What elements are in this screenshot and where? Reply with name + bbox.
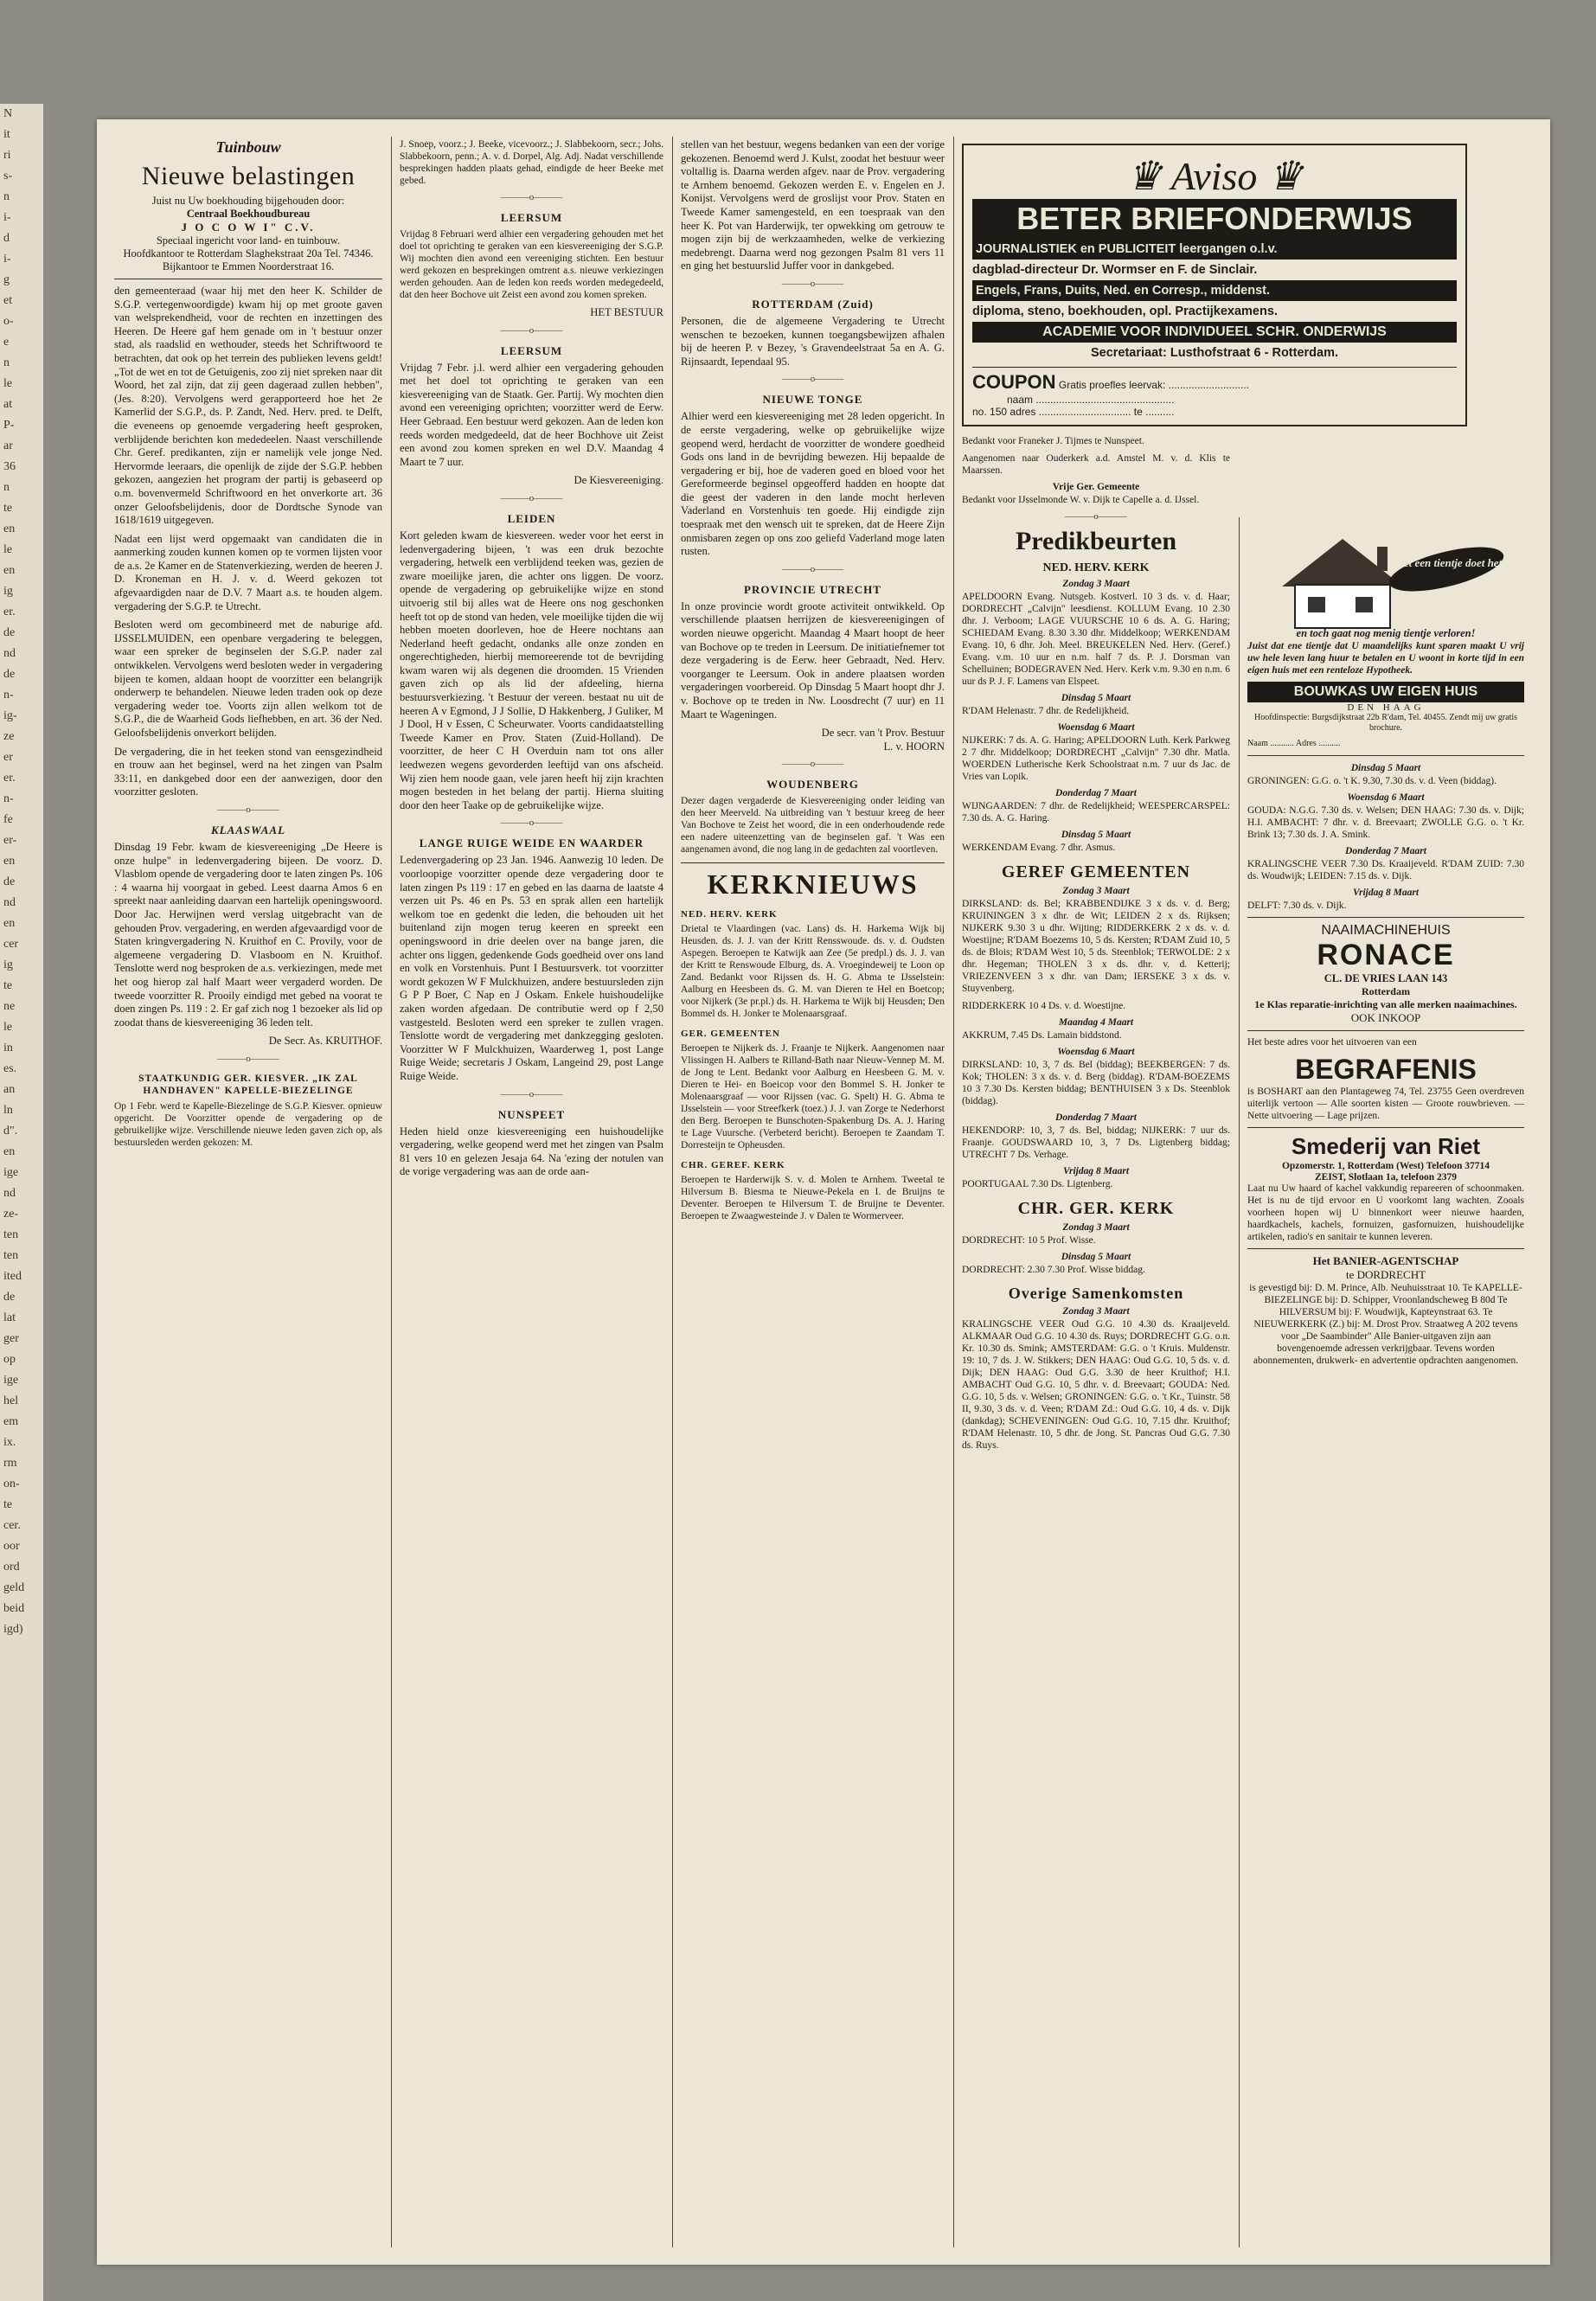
margin-fragment: g bbox=[3, 273, 10, 286]
day-heading: Zondag 3 Maart bbox=[1062, 1222, 1130, 1233]
article-text: Op 1 Febr. werd te Kapelle-Biezelinge de S.G.P. Kiesver. opnieuw opgericht. De Voorzitter opende de vergadering op de gebruikelijke wijze. Verschillende nieuwe leden gaven zich op, als bestuursleden werden gekozen: M. bbox=[114, 1100, 382, 1148]
service-list: KRALINGSCHE VEER 7.30 Ds. Kraaijeveld. R'DAM ZUID: 7.30 ds. Woudwijk; LEIDEN: 7.15 ds. v. Dijk. bbox=[1247, 859, 1524, 881]
service-list: DIRKSLAND: 10, 3, 7 ds. Bel (biddag); BEEKBERGEN: 7 ds. Kok; THOLEN: 3 x ds. v. d. Berg (biddag). R'DAM-BOEZEMS 10 3 7.30 Ds. Kersten biddag; BENTHUISEN 3 x Ds. Steenblok (biddag). bbox=[962, 1060, 1230, 1106]
margin-fragment: nd bbox=[3, 647, 16, 660]
margin-fragment: te bbox=[3, 1498, 13, 1511]
service-list: GOUDA: N.G.G. 7.30 ds. v. Welsen; DEN HAAG: 7.30 ds. v. Dijk; H.I. AMBACHT: 7 dhr. v. d. Breevaart; ZWOLLE G.G. o. 't Kr. Brink 13; 7.30 ds. J. A. Smink. bbox=[1247, 805, 1524, 840]
margin-fragment: ri bbox=[3, 149, 11, 162]
section-heading: ROTTERDAM (Zuid) bbox=[752, 297, 874, 311]
section-heading: KLAASWAAL bbox=[210, 823, 286, 836]
day-heading: Zondag 3 Maart bbox=[1062, 579, 1130, 589]
house-office: Hoofdinspectie: Burgsdijkstraat 22b R'dam, Tel. 40455. Zendt mij uw gratis brochure. bbox=[1253, 713, 1518, 733]
article-text: den gemeenteraad (waar hij met den heer K. Schilder de S.G.P. vertegenwoordigde) kwam hij op met groote gaven van welsprekendheid, voor de rechten en inzettingen des Heeren. De Heere gaf hem genade om in 't bestuur onzer stad, als raadslid en wethouder, steeds het Schriftwoord te betrachten, dat ook op het terrein des publieken levens geldt! „Tot de wet en tot de Getuigenis, zoo zij niet spreken naar dit Woord, het zal zijn, dat zij geen dageraad zullen hebben", (Jes. 8:20). Vervolgens werd gerapporteerd hoe het 2e Kamerlid der S.G.P., ds. P. Zandt, Ned. Herv. pred. te Delft, die eveneens op genoemde vergadering heeft gesproken, verblijdende berichten kon mededeelen. Naast verschillende Chr. Geref. predikanten, zijn er namelijk vele jonge Ned. Hervormde leeraars, die openlijk de zijde der S.G.P. hebben gekozen, aangezien het program der partij is gebaseerd op o.m. bovenvermeld Schriftwoord en het onverkorte art. 36 onzer Geloofsbelijdenis, door de Dordtsche Synode van 1618/1619 uitgegeven. bbox=[114, 285, 382, 527]
service-list: DORDRECHT: 10 5 Prof. Wisse. bbox=[962, 1235, 1096, 1246]
house-slogan: Het een tientje doet het! bbox=[1394, 556, 1507, 569]
aviso-secretariat: Secretariaat: Lusthofstraat 6 - Rotterdam. bbox=[1090, 346, 1339, 360]
margin-fragment: n bbox=[3, 481, 10, 494]
article-text: stellen van het bestuur, wegens bedanken van een der vorige gekozenen. Benoemd werd J. Kulst, zoodat het bestuur weer voltallig is. Daarna werden afgev. naar de Prov. vergadering te Arnhem benoemd. Gekozen werden E. v. Engelen en J. Konijst. Vervolgens werd de groslijst voor Prov. Staten en Tweede Kamer samengesteld, en een toespraak van den heer K. Pot van Harderwijk, ter opwekking om getrouw te mogen zijn bij de werkzaamheden, welke de verkiezing medebrengt. Daarna werd nog gezongen Psalm 81 vers 11 en ging het bestuurslid Juffer voor in dankgebed. bbox=[681, 138, 945, 272]
headline: Nieuwe belastingen bbox=[141, 162, 356, 190]
day-heading: Donderdag 7 Maart bbox=[1055, 788, 1137, 798]
jocowi-ad bbox=[114, 138, 382, 273]
column-2: J. Snoep, voorz.; J. Beeke, vicevoorz.; J. Slabbekoorn, secr.; Johs. Slabbekoorn, penn.; A. v. d. Dorpel, Alg. Adj. Nadat verschillende besprekingen hadden plaats gehad, eindigde de heer Beeke met gebed. ———o——— LEERSUM Vrijdag 8 Februari werd alhier een vergadering gehouden met het doel tot oprichting te geraken van een kiesvereeniging der S.G.P. Wij mochten dien avond een vereeniging stichten. Een bestuur werd gekozen en besprekingen omtrent a.s. nieuwe verkiezingen werden gehouden. Aan de leden kon reeds worden medegedeeld, dat den heer Bochove uit Zeist een avond zou komen spreken. HET BESTUUR ———o——— LEERSUM Vrijdag 7 Febr. j.l. werd alhier een vergadering gehouden met het doel tot oprichting te geraken van een kiesvereeniging van de Staatk. Ger. Partij. Wy mochten dien avond een vereeniging oprichten; voorzitter werd de Eerw. Heer Gebraad. Een bestuur werd gekozen. Aan de leden kon reeds worden medgedeeld, dat de heer Bochhove uit Zeist een avond zou komen spreken en wel D.V. Maandag 4 Maart te 7 uur. De Kiesvereeniging. ———o——— LEIDEN Kort geleden kwam de kiesvereen. weder voor het eerst in ledenvergadering bijeen, 't was een druk bezochte vergadering, hetwelk een verblijdend teeken was, gezien de zware moeilijke jaren, die achter ons liggen. De voorz. opende de vergadering op gebruikelijke wijze en stond uitvoerig stil bij alles wat de Heere ons nog geschonken heeft tot op de stond van heden, vele moeilijke tijden die wij hebben moeten doorleven, hoe de Heere nochtans aan Nederland heeft gedacht, ondanks alle onze zonden en ongerechtigheden, hierbij memoreerende tot de bevrijding kwam waren wij als degenen die droomden. 15 Vrienden gaven zich op als lid der afdeeling, hierna bestuursverkiezing. 't Bestuur der vereen. bestaat nu uit de heeren A v Egmond, J J Sollie, D Hakkenberg, J Guliker, M J Dool, H v Essen, C Scheurwater. Voorts candidaatstelling Tweede Kamer en Prov. Staten (Zuid-Holland). De voorzitter, de heer C H Overduin nam tot ons aller leedwezen wegens gevorderden leeftijd van ons afscheid. Wij zien hem noode gaan, vele jaren heeft hij zijn krachten mogen besteden in het belang der partij. Hierna sluiting door den heer Taake op de gebruikelijke wijze. ———o——— LANGE RUIGE WEIDE EN WAARDER Ledenvergadering op 23 Jan. 1946. Aanwezig 10 leden. De voorloopige voorzitter opende deze vergadering door te laten zingen Ps 119 : 17 en gebed en las daarna de laatste 4 verzen uit Ps. 46 en Ps. 53 en sprak allen een hartelijk welkom toe en gedenkt die leden, die behouden uit het buitenland zijn mogen terug keeren en spreekt een openingswoord in drie deelen over na bange jaren, die achter ons liggen, gedenkende Gods goedheid over ons land en volk en Vorstenhuis. Punt I Bestuursverk. tot voorzitter wordt gekozen W F Mulckhuizen, andere bestuursleden zijn G P P Boer, C Nap en J Oskam. Enkele huishoudelijke zaken worden afgedaan. De contributie werd op f 2,50 vastgesteld. Besloten werd een spreker te zullen vragen. Tenslotte wordt de vergadering met dankzegging gesloten. Voorzitter W F Mulckhuizen, Waarderweg 1, post Lange Ruige Weide; secretaris J Oskam, Langeind 29, post Lange Ruige Weide. ———o——— NUNSPEET Heden hield onze kiesvereeniging een huishoudelijke vergadering, welke geopend werd met het zingen van Psalm 81 vers 10 en gelezen Jesaja 64. Na 'ezing der notulen van de vorige vergadering was aan de orde aan- bbox=[400, 139, 663, 1178]
margin-fragment: an bbox=[3, 1083, 16, 1096]
margin-fragment: hel bbox=[3, 1394, 19, 1407]
margin-fragment: ger bbox=[3, 1332, 19, 1345]
margin-fragment: de bbox=[3, 626, 16, 639]
margin-fragment: te bbox=[3, 979, 13, 992]
margin-fragment: s- bbox=[3, 170, 13, 183]
article-text: De vergadering, die in het teeken stond van eensgezindheid en trouw aan het beginsel, werd na het zingen van Psalm 33:11, en dankgebed door een der aanwezigen, door den voorzitter gesloten. bbox=[114, 745, 382, 798]
signature: De Kiesvereeniging. bbox=[574, 474, 663, 487]
margin-fragment: cer. bbox=[3, 1519, 21, 1532]
article-text: Personen, die de algemeene Vergadering te Utrecht wenschen te bezoeken, kunnen toegangsbewijzen afhalen bij de heeren P. v Bezey, 's Gravendeelstraat 5a en A. G. Rijnsaardt, Iependaal 95. bbox=[681, 314, 945, 368]
margin-fragment: ten bbox=[3, 1249, 19, 1262]
margin-fragment: ze- bbox=[3, 1208, 19, 1221]
house-slogan-2: en toch gaat nog menig tientje verloren! bbox=[1296, 627, 1476, 639]
banier-text: is gevestigd bij: D. M. Prince, Alb. Neuhuisstraat 10. Te KAPELLE-BIEZELINGE bij: D. Schipper, Vroonlandscheweg B 80d Te HILVERSUM bij: F. Woudwijk, Kapteynstraat 63. Te NIEUWERKERK (Z.) bij: M. Drost Prov. Straatweg A 202 tevens voor „De Saambinder" Alle Banier-uitgaven zijn aan bovengenoemde adressen verkrijgbaar. Tevens worden abonnementen, drukwerk- en advertentie opdrachten aangenomen. bbox=[1249, 1283, 1522, 1366]
aviso-line: JOURNALISTIEK en PUBLICITEIT leergangen o.l.v. bbox=[972, 239, 1457, 260]
begr-title: BEGRAFENIS bbox=[1295, 1054, 1477, 1085]
aviso-ad bbox=[962, 144, 1467, 426]
kerknieuws-title: KERKNIEUWS bbox=[707, 868, 919, 901]
margin-fragment: ord bbox=[3, 1561, 20, 1574]
margin-fragment: N bbox=[3, 107, 13, 120]
margin-fragment: nd bbox=[3, 896, 16, 909]
signature: HET BESTUUR bbox=[590, 306, 663, 318]
begr-pre: Het beste adres voor het uitvoeren van een bbox=[1247, 1037, 1417, 1048]
margin-fragment: n- bbox=[3, 792, 14, 805]
service-list: RIDDERKERK 10 4 Ds. v. d. Woestijne. bbox=[962, 1001, 1126, 1011]
article-text: Heden hield onze kiesvereeniging een huishoudelijke vergadering, welke geopend werd met het zingen van Psalm 81 vers 10 en gelezen Jesaja 64. Na 'ezing der notulen van de vorige vergadering was aan de orde aan- bbox=[400, 1125, 663, 1178]
service-list: R'DAM Helenastr. 7 dhr. de Redelijkheid. bbox=[962, 706, 1130, 716]
margin-fragment: ig bbox=[3, 585, 13, 598]
smederij-ad bbox=[1247, 1133, 1524, 1243]
begrafenis-ad bbox=[1247, 1036, 1524, 1122]
column-4: ♛ Aviso ♛ BETER BRIEFONDERWIJS JOURNALISTIEK en PUBLICITEIT leergangen o.l.v. dagblad-directeur Dr. Wormser en F. de Sinclair. Engels, Frans, Duits, Ned. en Corresp., middenst. diploma, steno, boekhouden, opl. Practijkexamens. ACADEMIE VOOR INDIVIDUEEL SCHR. ONDERWIJS Secretariaat: Lusthofstraat 6 - Rotterdam. COUPON Gratis proefles leervak: ............................ naam ................................................ no. 150 adres ................................ te .......... Bedankt voor Franeker J. Tijmes te Nunspeet. Aangenomen naar Ouderkerk a.d. Amstel M. v. d. Klis te Maarssen. Vrije Ger. Gemeente Bedankt voor IJsselmonde W. v. Dijk te Capelle a. d. IJssel. ———o——— Predikbeurten NED. HERV. KERK Zondag 3 Maart APELDOORN Evang. Nutsgeb. Kostverl. 10 3 ds. v. d. Haar; DORDRECHT „Calvijn" leesdienst. KOLLUM Evang. 10 2.30 dhr. J. Verboom; LAGE VUURSCHE 10 6 ds. A. G. Haring; SCHIEDAM Evang. 8.30 3.30 dhr. Middelkoop; WERKENDAM Evang. 10, 6 dhr. Joh. Meel. BREUKELEN Ned. Herv. (Geref.) Evang. v.m. 10 uur en n.m. half 7 ds. P. J. Dorsman van Schelluinen; BODEGRAVEN Ned. Herv. Kerk v.m. 9.30 en n.m. 6 uur ds P. J. F. Lamens van Elspeet. Dinsdag 5 Maart R'DAM Helenastr. 7 dhr. de Redelijkheid. Woensdag 6 Maart NIJKERK: 7 ds. A. G. Haring; APELDOORN Luth. Kerk Parkweg 2 7 dhr. Middelkoop; DORDRECHT „Calvijn" 7.30 dhr. Matla. WOERDEN Lutherische Kerk Schoolstraat n.m. 7 uur ds Jac. de Vries van Lopik. Donderdag 7 Maart WIJNGAARDEN: 7 dhr. de Redelijkheid; WEESPERCARSPEL: 7.30 ds. A. G. Haring. Dinsdag 5 Maart WERKENDAM Evang. 7 dhr. Asmus. GEREF GEMEENTEN Zondag 3 Maart DIRKSLAND: ds. Bel; KRABBENDIJKE 3 x ds. v. d. Berg; KRUININGEN 3 x dhr. de Wit; LEIDEN 2 x ds. Rijksen; NIJKERK 9.30 3 u dhr. Wijting; RIDDERKERK 2 x ds. v. d. Woestijne; R'DAM Boezems 10, 5 ds. Kersten; R'DAM Zuid 10, 5 ds. de Blois; R'DAM West 10, 5 ds. Steenblok; TERWOLDE: 2 x dhr. Hegeman; THOLEN 3 x ds. dhr. v. d. Ketterij; VRIEZENVEEN 3 x dhr. van Dam; IERSEKE 3 x ds. v. Stuyvenberg. RIDDERKERK 10 4 Ds. v. d. Woestijne. Maandag 4 Maart AKKRUM, 7.45 Ds. Lamain biddstond. Woensdag 6 Maart DIRKSLAND: 10, 3, 7 ds. Bel (biddag); BEEKBERGEN: 7 ds. Kok; THOLEN: 3 x ds. v. d. Berg (biddag). R'DAM-BOEZEMS 10 3 7.30 Ds. Kersten biddag; BENTHUISEN 3 x Ds. Steenblok (biddag). Donderdag 7 Maart HEKENDORP: 10, 3, 7 ds. Bel, biddag; NIJKERK: 7 uur ds. Fraanje. GOUDSWAARD 10, 3, 7 Ds. Ligtenberg biddag; UTRECHT 7 Ds. Verhage. Vrijdag 8 Maart POORTUGAAL 7.30 Ds. Ligtenberg. CHR. GER. KERK Zondag 3 Maart DORDRECHT: 10 5 Prof. Wisse. Dinsdag 5 Maart DORDRECHT: 2.30 7.30 Prof. Wisse biddag. Overige Samenkomsten Zondag 3 Maart KRALINGSCHE VEER Oud G.G. 10 4.30 ds. Kraaijeveld. ALKMAAR Oud G.G. 10 4.30 ds. Ruys; DORDRECHT G.G. o.n. Kr. 10.30 ds. Smink; AMSTERDAM: G.G. o 't Kruis. Muldenstr. 19: 10, 7 ds. J. W. Stikkers; DEN HAAG: Oud G.G. 10, 5 ds. v. d. Dijk; DEN HAAG: Oud G.G. 3.30 de heer Kruithof; H.I. AMBACHT Oud G.G. 10, 5 dhr. v. d. Breevaart; GOUDA: Ned. G.G. 10, 5 ds. v. Welsen; GRONINGEN: G.G. o. 't Kr., Tuinstr. 58 II, 9.30, 3 ds. v. d. Veen; R'DAM Zd.: Oud G.G. 10, 4 ds. v. Dijk (dankdag); SCHEVENINGEN: Oud G.G. 10, 7.15 dhr. Kruithof; R'DAM Helenastr. 10, 5 dhr. de Jong. St. Pancras Oud G.G. 7.30 ds. Ruys. bbox=[962, 138, 1230, 2249]
predikbeurten-title: Predikbeurten bbox=[1015, 527, 1177, 555]
subheading: Vrije Ger. Gemeente bbox=[1052, 482, 1140, 492]
section-heading: LEERSUM bbox=[500, 211, 563, 224]
service-list: DORDRECHT: 2.30 7.30 Prof. Wisse biddag. bbox=[962, 1265, 1145, 1275]
margin-fragment: d". bbox=[3, 1125, 18, 1138]
margin-fragment: em bbox=[3, 1415, 19, 1428]
aviso-headline: BETER BRIEFONDERWIJS bbox=[972, 199, 1457, 239]
section-heading: PROVINCIE UTRECHT bbox=[744, 582, 881, 596]
margin-fragment: on- bbox=[3, 1477, 20, 1490]
coupon-naam: naam bbox=[1007, 394, 1034, 406]
service-list: KRALINGSCHE VEER Oud G.G. 10 4.30 ds. Kraaijeveld. ALKMAAR Oud G.G. 10 4.30 ds. Ruys; DORDRECHT G.G. o.n. Kr. 10.30 ds. Smink; AMSTERDAM: G.G. o 't Kruis. Muldenstr. 19: 10, 7 ds. J. W. Stikkers; DEN HAAG: Oud G.G. 10, 5 ds. v. d. Dijk; DEN HAAG: Oud G.G. 3.30 de heer Kruithof; H.I. AMBACHT Oud G.G. 10, 5 dhr. v. d. Breevaart; GOUDA: Ned. G.G. 10, 5 ds. v. Welsen; GRONINGEN: G.G. o. 't Kr., Tuinstr. 58 II, 9.30, 3 ds. v. d. Veen; R'DAM Zd.: Oud G.G. 10, 4 ds. v. Dijk (dankdag); SCHEVENINGEN: Oud G.G. 10, 7.15 dhr. Kruithof; R'DAM Helenastr. 10, 5 dhr. de Jong. St. Pancras Oud G.G. 7.30 ds. Ruys. bbox=[962, 1319, 1230, 1451]
ronace-name: RONACE bbox=[1317, 939, 1455, 971]
house-icon bbox=[1247, 526, 1507, 630]
service-list: DIRKSLAND: ds. Bel; KRABBENDIJKE 3 x ds. v. d. Berg; KRUININGEN 3 x dhr. de Wit; LEIDEN 2 x ds. Rijksen; NIJKERK 9.30 3 u dhr. Wijting; RIDDERKERK 2 x ds. v. d. Woestijne; R'DAM Boezems 10, 5 ds. Kersten; R'DAM Zuid 10, 5 ds. de Blois; R'DAM West 10, 5 ds. Steenblok; TERWOLDE: 2 x dhr. Hegeman; THOLEN 3 x ds. dhr. v. d. Ketterij; VRIEZENVEEN 3 x dhr. van Dam; IERSEKE 3 x ds. v. Stuyvenberg. bbox=[962, 899, 1230, 994]
margin-fragment: e bbox=[3, 336, 10, 349]
head-office: Hoofdkantoor te Rotterdam Slaghekstraat 20a Tel. 74346. bbox=[123, 247, 374, 260]
coupon: COUPON Gratis proefles leervak: ............................ naam ................................................ no. 150 adres ................................ te .......... bbox=[972, 367, 1457, 418]
column-5 bbox=[1247, 526, 1524, 2247]
coupon-label: COUPON bbox=[972, 371, 1056, 393]
margin-fragment: le bbox=[3, 543, 13, 556]
ronace-ad bbox=[1247, 923, 1524, 1025]
intro: Juist nu Uw boekhouding bijgehouden door: bbox=[151, 195, 345, 207]
margin-fragment: ige bbox=[3, 1374, 19, 1387]
margin-fragment: igd) bbox=[3, 1623, 23, 1636]
article-text: Beroepen te Harderwijk S. v. d. Molen te Arnhem. Tweetal te Hilversum B. Biesma te Nieuwe-Pekela en I. de Bruijns te Deventer. Beroepen te Hilversum T. de Bruijne te Deventer. Beroepen te Zwaagwesteinde J. v Dalen te Wormerveer. bbox=[681, 1175, 945, 1222]
margin-fragment: ix. bbox=[3, 1436, 16, 1449]
margin-fragment: ze bbox=[3, 730, 15, 743]
church-heading: GEREF GEMEENTEN bbox=[1001, 862, 1191, 881]
margin-fragment: en bbox=[3, 522, 16, 535]
banier-ad bbox=[1247, 1254, 1524, 1367]
subheading: CHR. GEREF. KERK bbox=[681, 1160, 785, 1171]
day-heading: Dinsdag 5 Maart bbox=[1350, 763, 1421, 773]
margin-fragment: n bbox=[3, 190, 10, 203]
signature: De Secr. As. KRUITHOF. bbox=[268, 1035, 382, 1048]
day-heading: Zondag 3 Maart bbox=[1062, 1306, 1130, 1317]
article-text: Bedankt voor IJsselmonde W. v. Dijk te Capelle a. d. IJssel. bbox=[962, 495, 1200, 505]
margin-fragment: fe bbox=[3, 813, 13, 826]
column-1: Tuinbouw Nieuwe belastingen Juist nu Uw boekhouding bijgehouden door: Centraal Boekhoudbureau J O C O W I" C.V. Speciaal ingericht voor land- en tuinbouw. Hoofdkantoor te Rotterdam Slaghekstraat 20a Tel. 74346. Bijkantoor te Emmen Noorderstraat 16. den gemeenteraad (waar hij met den heer K. Schilder de S.G.P. vertegenwoordigde) kwam hij op met groote gaven van welsprekendheid, voor de rechten en inzettingen des Heeren. De Heere gaf hem genade om in 't bestuur onzer stad, als raadslid en wethouder, steeds het Schriftwoord te betrachten, dat ook op het terrein des publieken levens geldt! „Tot de wet en tot de Getuigenis, zoo zij niet spreken naar dit Woord, het zal zijn, dat zij geen dageraad zullen hebben", (Jes. 8:20). Vervolgens werd gerapporteerd hoe het 2e Kamerlid der S.G.P., ds. P. Zandt, Ned. Herv. pred. te Delft, die eveneens op genoemde vergadering heeft gesproken, verblijdende berichten kon mededeelen. Naast verschillende Chr. Geref. predikanten, zijn er namelijk vele jonge Ned. Hervormde leeraars, die openlijk de zijde der S.G.P. hebben gekozen, aangezien het program der partij is gebaseerd op o.m. bovenvermeld Schriftwoord en het onverkorte art. 36 onzer Geloofsbelijdenis, door de Dordtsche Synode van 1618/1619 uitgegeven. Nadat een lijst werd opgemaakt van candidaten die in aanmerking zouden kunnen komen op te vormen lijsten voor de a.s. 2e Kamer en de Statenverkiezing, werden de heeren J. D. Kroneman en H. J. v. d. Weerd gekozen tot afgevaardigden naar de D.V. 7 Maart a.s. te houden algem. vergadering der S.G.P. te Utrecht. Besloten werd om gecombineerd met de naburige afd. IJSSELMUIDEN, een openbare vergadering te beleggen, waar een spreker de beginselen der S.G.P. nader zal ontwikkelen. Vervolgens werd besloten weder in vergadering bijeen te komen, aldaan hoopt de voorzitter een belangrijk onderwerp te behandelen. Nieuwe leden traden ook op deze vergadering weder toe. Voorts zijn allen welkom tot de S.G.P., die de Waarheid Gods liefhebben, en art. 36 der Ned. Geloofsbelijdenis onverkort belijden. De vergadering, die in het teeken stond van eensgezindheid en trouw aan het beginsel, werd na het zingen van Psalm 33:11, en dankgebed door een der aanwezigen, door den voorzitter gesloten. ———o——— KLAASWAAL Dinsdag 19 Febr. kwam de kiesvereeniging „De Heere is onze hulpe" in ledenvergadering bijeen. De voorz. D. Vlasblom opende de vergadering door te laten zingen Ps. 106 : 4 waarna hij voorgaat in gebed. Leest daarna Amos 6 en spreekt naar aanleiding daarvan een hartelijk openingswoord. Door Jac. Herwijnen werd verslag uitgebracht van de gehouden Prov. vergadering, en werden afgevaardigd voor de Staten kringvergadering N. Kruithof en C. Provily, voor de algemeene vergadering D. Vlasboom en N. Kruithof. Tenslotte werd nog besproken de a.s. verkiezingen, mede met het oog hierop zal half Maart weer vergaderd worden. De tweede voorzitter R. Prooily eindigd met gebed na voorat te doen zingen Ps. 119 : 2. Er gaf zich nog 1 bezoeker als lid op zoodat thans de kiesvereeniging 36 leden telt. De Secr. As. KRUITHOF. ———o——— STAATKUNDIG GER. KIESVER. „IK ZAL HANDHAVEN" KAPELLE-BIEZELINGE Op 1 Febr. werd te Kapelle-Biezelinge de S.G.P. Kiesver. opnieuw opgericht. De Voorzitter opende de vergadering op de gebruikelijke wijze. Verschillende nieuwe leden gaven zich op, als bestuursleden werden gekozen: M. bbox=[114, 138, 383, 1148]
day-heading: Woensdag 6 Maart bbox=[1347, 792, 1425, 803]
margin-fragment: oor bbox=[3, 1540, 20, 1553]
signature: L. v. HOORN bbox=[883, 740, 945, 753]
article-text: Kort geleden kwam de kiesvereen. weder voor het eerst in ledenvergadering bijeen, 't was een druk bezochte vergadering, hetwelk een verblijdend teeken was, gezien de zware moeilijke jaren, die achter ons liggen. De voorz. opende de vergadering op gebruikelijke wijze en stond uitvoerig stil bij alles wat de Heere ons nog geschonken heeft tot op de stond van heden, vele moeilijke tijden die wij hebben moeten doorleven, hoe de Heere nochtans aan Nederland heeft gedacht, ondanks alle onze zonden en ongerechtigheden, hierbij memoreerende tot de bevrijding kwam waren wij als degenen die droomden. 15 Vrienden gaven zich op als lid der afdeeling, hierna bestuursverkiezing. 't Bestuur der vereen. bestaat nu uit de heeren A v Egmond, J J Sollie, D Hakkenberg, J Guliker, M J Dool, H v Essen, C Scheurwater. Voorts candidaatstelling Tweede Kamer en Prov. Staten (Zuid-Holland). De voorzitter, de heer C H Overduin nam tot ons aller leedwezen wegens gevorderden leeftijd van ons afscheid. Wij zien hem noode gaan, vele jaren heeft hij zijn krachten mogen besteden in het belang der partij. Hierna sluiting door den heer Taake op de gebruikelijke wijze. bbox=[400, 529, 663, 811]
column-3: stellen van het bestuur, wegens bedanken van een der vorige gekozenen. Benoemd werd J. Kulst, zoodat het bestuur weer voltallig is. Daarna werden afgev. naar de Prov. vergadering te Arnhem benoemd. Gekozen werden E. v. Engelen en J. Konijst. Vervolgens werd de groslijst voor Prov. Staten en Tweede Kamer samengesteld, en een toespraak van den heer K. Pot van Harderwijk, ter opwekking om getrouw te mogen zijn bij de werkzaamheden, welke de verkiezing medebrengt. Daarna werd nog gezongen Psalm 81 vers 11 en ging het bestuurslid Juffer voor in dankgebed. ———o——— ROTTERDAM (Zuid) Personen, die de algemeene Vergadering te Utrecht wenschen te bezoeken, kunnen toegangsbewijzen afhalen bij de heeren P. v Bezey, 's Gravendeelstraat 5a en A. G. Rijnsaardt, Iependaal 95. ———o——— NIEUWE TONGE Alhier werd een kiesvereeniging met 28 leden opgericht. In de eerste vergadering, welke op gebruikelijke wijze geopend werd, herdacht de voorzitter de wondere goedheid Gods ons land in de bevrijding bewezen. Hij bepaalde de vergadering er bij, hoe de vaderen goed en bloed voor het Gereformeerde beginsel opgeofferd hadden en hoopte dat die geest der vaderen in den lande mocht herleven Vaderland en Vorstenhuis ten goede. Hij eindigde zijn toespraak met den wensch uit te spreken, dat de Heere Zijn onmisbaren zegen op ons zoo geliefd Vaderland moge laten rusten. ———o——— PROVINCIE UTRECHT In onze provincie wordt groote activiteit ontwikkeld. Op verschillende plaatsen herrijzen de kiesvereenigingen of worden nieuwe opgericht. Maandag 4 Maart hoopt de heer van Bochove op te treden in Leersum. De initiatiefnemer tot deze vergadering is de Eerw. heer Gebraadt, Ned. Herv. voorganger te Leersum. Ook in andere plaatsen worden vergaderingen voorbereid. Op Dinsdag 5 Maart hoopt dhr J. v. Bochove op te treden in Nw. Loosdrecht (7 uur) en 11 Maart te Wageningen. De secr. van 't Prov. Bestuur L. v. HOORN ———o——— WOUDENBERG Dezer dagen vergaderde de Kiesvereeniging onder leiding van den heer Meerveld. Na uitbreiding van 't bestuur kreeg de heer Van Bochove te Zeist het woord, die in een onderhoudende rede een nadere uiteenzetting van de beginselen gaf. 't Was een aangenamen avond, die nog lang in de gedachten zal voortleven. KERKNIEUWS NED. HERV. KERK Drietal te Vlaardingen (vac. Lans) ds. H. Harkema Wijk bij Heusden. ds. J. J. van der Kritt Rensswoude. ds. v. d. Oudsten Aspegen. Beroepen te Katwijk aan Zee (5e predpl.) ds. J. J. van der Kritt te Renswoude Elburg, ds. A. Vroegindeweij te Loon op Zand. Bedankt voor Rijssen ds. H. G. Abma te IJsselstein: Aalburg en Heesbeen ds. G. M. van Dieren te Hel en Boetcop; voor Nijkerk (3e pr.pl.) ds. H. Harkema te Wijk bij Heusden; Den Bommel ds. H. Jonker te Molenaarsgraaf. GER. GEMEENTEN Beroepen te Nijkerk ds. J. Fraanje te Nijkerk. Aangenomen naar Vlissingen H. Aalbers te Rilland-Bath naar Nieuw-Vennep M. M. de Jong te Lent. Bedankt voor Aalburg en Heesbeen G. M. v. Dieren te Hei- en Boeicop voor den Bommel S. H. Jonker te Molenaarsgraaf — voor Rijssen (vac. G. Spelt) H. G. Abma te IJsselstein — voor Streefkerk (toez.) J. J. van Zorge te Nederhorst den Berg. Beroepen te Bunschoten-Spakenburg Ds. A. J. Haring te Lage Vuursche. (Verbeterd bericht). Beroepen te Zaandam T. Dorresteijn te Opheusden. CHR. GEREF. KERK Beroepen te Harderwijk S. v. d. Molen te Arnhem. Tweetal te Hilversum B. Biesma te Nieuwe-Pekela en I. de Bruijns te Deventer. Beroepen te Hilversum T. de Bruijne te Deventer. Beroepen te Zwaagwesteinde J. v Dalen te Wormerveer. bbox=[681, 138, 945, 1222]
service-list: WERKENDAM Evang. 7 dhr. Asmus. bbox=[962, 843, 1116, 853]
adjacent-page-margin bbox=[0, 104, 43, 2301]
margin-fragment: at bbox=[3, 398, 13, 411]
margin-fragment: le bbox=[3, 377, 13, 390]
margin-fragment: in bbox=[3, 1042, 13, 1054]
church-heading: NED. HERV. KERK bbox=[1042, 561, 1150, 574]
margin-fragment: ige bbox=[3, 1166, 19, 1179]
aviso-line: dagblad-directeur Dr. Wormser en F. de Sinclair. bbox=[972, 263, 1258, 277]
section-heading: LEERSUM bbox=[500, 343, 563, 357]
house-text: Juist dat ene tientje dat U maandelijks kunt sparen maakt U vrij uw hele leven lang huur te betalen en U woont in korte tijd in een eigen huis met een renteloze Hypotheek. bbox=[1247, 641, 1524, 676]
article-text: Vrijdag 7 Febr. j.l. werd alhier een vergadering gehouden met het doel tot oprichting te geraken van een kiesvereeniging van de Staatk. Ger. Partij. Wy mochten dien avond een vereeniging oprichten; voorzitter werd de Eerw. Heer Gebraad. Een bestuur werd gekozen. Aan de leden kon reeds worden medgedeeld, dat de heer Bochhove uit Zeist een avond zou komen spreken en wel D.V. Maandag 4 Maart te 7 uur. bbox=[400, 361, 663, 468]
service-list: AKKRUM, 7.45 Ds. Lamain biddstond. bbox=[962, 1030, 1122, 1041]
margin-fragment: er. bbox=[3, 606, 16, 619]
house-brand: BOUWKAS UW EIGEN HUIS bbox=[1247, 682, 1524, 702]
article-text: Vrijdag 8 Februari werd alhier een vergadering gehouden met het doel tot oprichting te geraken van een kiesvereeniging der S.G.P. Wij mochten dien avond een vereeniging stichten. Een bestuur werd gekozen en besprekingen omtrent a.s. nieuwe verkiezingen werden gehouden. Aan de leden kon reeds worden medegedeeld, dat den heer Bochove uit Zeist een avond zou komen spreken. bbox=[400, 229, 663, 300]
margin-fragment: geld bbox=[3, 1581, 25, 1594]
day-heading: Dinsdag 5 Maart bbox=[1061, 693, 1131, 703]
article-text: Nadat een lijst werd opgemaakt van candidaten die in aanmerking zouden kunnen komen op te vormen lijsten voor de a.s. 2e Kamer en de Statenverkiezing, werden de heeren J. D. Kroneman en H. J. v. d. Weerd gekozen tot afgevaardigden naar de D.V. 7 Maart a.s. te houden algem. vergadering der S.G.P. te Utrecht. bbox=[114, 532, 382, 612]
service-list: GRONINGEN: G.G. o. 't K. 9.30, 7.30 ds. v. d. Veen (biddag). bbox=[1247, 776, 1497, 786]
subheading: GER. GEMEENTEN bbox=[681, 1029, 780, 1040]
smid-zeist: ZEIST, Slotlaan 1a, telefoon 2379 bbox=[1315, 1172, 1457, 1183]
margin-fragment: it bbox=[3, 128, 10, 141]
margin-fragment: te bbox=[3, 502, 13, 515]
section-label: Tuinbouw bbox=[215, 138, 281, 156]
day-heading: Donderdag 7 Maart bbox=[1055, 1112, 1137, 1123]
margin-fragment: es. bbox=[3, 1062, 17, 1075]
margin-fragment: beid bbox=[3, 1602, 25, 1615]
margin-fragment: de bbox=[3, 1291, 16, 1304]
section-heading: NIEUWE TONGE bbox=[762, 393, 863, 407]
service-list: POORTUGAAL 7.30 Ds. Ligtenberg. bbox=[962, 1179, 1113, 1189]
article-text: Besloten werd om gecombineerd met de naburige afd. IJSSELMUIDEN, een openbare vergadering te beleggen, waar een spreker de beginselen der S.G.P. nader zal ontwikkelen. Vervolgens werd besloten weder in vergadering bijeen te komen, aldaan hoopt de voorzitter een belangrijk onderwerp te behandelen. Nieuwe leden traden ook op deze vergadering weder toe. Voorts zijn allen welkom tot de S.G.P., die de Waarheid Gods liefhebben, en art. 36 der Ned. Geloofsbelijdenis onverkort belijden. bbox=[114, 619, 382, 739]
smid-text: Laat nu Uw haard of kachel vakkundig repareeren of schoonmaken. Het is nu de tijd ervoor en U voorkomt lang wachten. Zooals voorheen hopen wij U binnenkort weer nieuwe haarden, haardkachels, kachels, fornuizen, gasfornuizen, huishoudelijke artikelen, radio's en sanitair te kunnen leveren. bbox=[1247, 1183, 1524, 1242]
branch-office: Bijkantoor te Emmen Noorderstraat 16. bbox=[162, 260, 335, 272]
margin-fragment: en bbox=[3, 564, 16, 577]
section-heading: STAATKUNDIG GER. KIESVER. „IK ZAL HANDHAVEN" KAPELLE-BIEZELINGE bbox=[138, 1073, 358, 1096]
day-heading: Maandag 4 Maart bbox=[1058, 1017, 1134, 1028]
margin-fragment: cer bbox=[3, 938, 19, 951]
coupon-te: te bbox=[1133, 406, 1143, 418]
service-list: WIJNGAARDEN: 7 dhr. de Redelijkheid; WEESPERCARSPEL: 7.30 ds. A. G. Haring. bbox=[962, 801, 1230, 824]
margin-fragment: rm bbox=[3, 1457, 17, 1470]
ronace-city: Rotterdam bbox=[1362, 985, 1410, 997]
margin-fragment: ig- bbox=[3, 709, 17, 722]
aviso-line: diploma, steno, boekhouden, opl. Practijkexamens. bbox=[972, 304, 1278, 318]
margin-fragment: i- bbox=[3, 211, 11, 224]
article-text: J. Snoep, voorz.; J. Beeke, vicevoorz.; J. Slabbekoorn, secr.; Johs. Slabbekoorn, penn.; A. v. d. Dorpel, Alg. Adj. Nadat verschillende besprekingen hadden plaats gehad, eindigde de heer Beeke met gebed. bbox=[400, 139, 663, 186]
aviso-logo bbox=[972, 152, 1457, 199]
day-heading: Donderdag 7 Maart bbox=[1345, 846, 1426, 856]
margin-fragment: er. bbox=[3, 772, 16, 785]
margin-fragment: en bbox=[3, 855, 16, 868]
coupon-no: no. 150 bbox=[972, 406, 1008, 418]
day-heading: Zondag 3 Maart bbox=[1062, 886, 1130, 896]
ronace-text: 1e Klas reparatie-inrichting van alle merken naaimachines. bbox=[1254, 998, 1517, 1010]
speciality: Speciaal ingericht voor land- en tuinbouw. bbox=[156, 234, 341, 247]
margin-fragment: n bbox=[3, 356, 10, 369]
day-heading: Dinsdag 5 Maart bbox=[1061, 830, 1131, 840]
house-brand-sub: DEN HAAG bbox=[1347, 702, 1425, 713]
ronace-buy: OOK INKOOP bbox=[1350, 1011, 1421, 1024]
margin-fragment: en bbox=[3, 1145, 16, 1158]
smid-title: Smederij van Riet bbox=[1291, 1133, 1481, 1159]
margin-fragment: ig bbox=[3, 958, 13, 971]
day-heading: Dinsdag 5 Maart bbox=[1061, 1252, 1131, 1262]
banier-city: te DORDRECHT bbox=[1345, 1268, 1426, 1281]
service-list: APELDOORN Evang. Nutsgeb. Kostverl. 10 3 ds. v. d. Haar; DORDRECHT „Calvijn" leesdienst. KOLLUM Evang. 10 2.30 dhr. J. Verboom; LAGE VUURSCHE 10 6 ds. A. G. Haring; SCHIEDAM Evang. 8.30 3.30 dhr. Middelkoop; WERKENDAM Evang. 10, 6 dhr. Joh. Meel. BREUKELEN Ned. Herv. (Geref.) Evang. v.m. 10 uur en n.m. half 7 ds. P. J. Dorsman van Schelluinen; BODEGRAVEN Ned. Herv. Kerk v.m. 9.30 en n.m. 6 uur ds P. J. F. Lamens van Elspeet. bbox=[962, 592, 1230, 687]
day-heading: Vrijdag 8 Maart bbox=[1062, 1166, 1130, 1176]
aviso-name: Aviso bbox=[1170, 154, 1258, 198]
smid-addr: Opzomerstr. 1, Rotterdam (West) Telefoon 37714 bbox=[1281, 1161, 1490, 1171]
crown-icon: ♛ bbox=[1125, 154, 1163, 198]
section-heading: LANGE RUIGE WEIDE EN WAARDER bbox=[419, 836, 644, 850]
article-text: In onze provincie wordt groote activiteit ontwikkeld. Op verschillende plaatsen herrijzen de kiesvereenigingen of worden nieuwe opgericht. Maandag 4 Maart hoopt de heer van Bochove op te treden in Leersum. De initiatiefnemer tot deze vergadering is de Eerw. heer Gebraadt, Ned. Herv. voorganger te Leersum. Ook in andere plaatsen worden vergaderingen voorbereid. Op Dinsdag 5 Maart hoopt dhr J. v. Bochove op te treden in Nw. Loosdrecht (7 uur) en 11 Maart te Wageningen. bbox=[681, 599, 945, 721]
margin-fragment: i- bbox=[3, 253, 11, 266]
margin-fragment: d bbox=[3, 232, 10, 245]
article-text: Ledenvergadering op 23 Jan. 1946. Aanwezig 10 leden. De voorloopige voorzitter opende deze vergadering door te laten zingen Ps 119 : 17 en gebed en las daarna de laatste 4 verzen uit Ps. 46 en Ps. 53 en sprak allen een hartelijk welkom toe en gedenkt die leden, die behouden uit het buitenland zijn mogen terug keeren en spreekt een openingswoord in drie deelen over na bange jaren, die achter ons liggen, gedenkende Gods goedheid over ons land en volk en Vorstenhuis. Punt I Bestuursverk. tot voorzitter wordt gekozen W F Mulckhuizen, andere bestuursleden zijn G P P Boer, C Nap en J Oskam. Enkele huishoudelijke zaken worden afgedaan. De contributie werd op f 2,50 vastgesteld. Besloten werd een spreker te zullen vragen. Tenslotte wordt de vergadering met dankzegging gesloten. Voorzitter W F Mulckhuizen, Waarderweg 1, post Lange Ruige Weide; secretaris J Oskam, Langeind 29, post Lange Ruige Weide. bbox=[400, 854, 663, 1082]
margin-fragment: le bbox=[3, 1021, 13, 1034]
banier-title: Het BANIER-AGENTSCHAP bbox=[1312, 1254, 1459, 1267]
margin-fragment: et bbox=[3, 294, 13, 307]
margin-fragment: ited bbox=[3, 1270, 22, 1283]
bouwkas-ad: Het een tientje doet het! en toch gaat nog menig tientje verloren! Juist dat ene tientje dat U maandelijks kunt sparen maakt U vrij uw hele leven lang huur te betalen en U woont in korte tijd in een eigen huis met een renteloze Hypotheek. BOUWKAS UW EIGEN HUIS DEN HAAG Hoofdinspectie: Burgsdijkstraat 22b R'dam, Tel. 40455. Zendt mij uw gratis brochure. Naam ........... Adres .......... bbox=[1247, 526, 1524, 748]
crown-icon: ♛ bbox=[1266, 154, 1304, 198]
margin-fragment: o- bbox=[3, 315, 14, 328]
bureau: Centraal Boekhoudbureau bbox=[186, 208, 311, 220]
day-heading: Vrijdag 8 Maart bbox=[1352, 888, 1420, 898]
article-text: Dezer dagen vergaderde de Kiesvereeniging onder leiding van den heer Meerveld. Na uitbreiding van 't bestuur kreeg de heer Van Bochove te Zeist het woord, die in een onderhoudende rede een nadere uiteenzetting van de beginselen gaf. 't Was een aangenamen avond, die nog lang in de gedachten zal voortleven. bbox=[681, 796, 945, 856]
bureau-name: J O C O W I" C.V. bbox=[181, 221, 316, 234]
article-text: Aangenomen naar Ouderkerk a.d. Amstel M. v. d. Klis te Maarssen. bbox=[962, 453, 1230, 476]
newspaper-page bbox=[97, 119, 1550, 2265]
house-naam: Naam bbox=[1247, 739, 1268, 748]
ronace-top: NAAIMACHINEHUIS bbox=[1321, 923, 1451, 938]
margin-fragment: de bbox=[3, 668, 16, 681]
margin-fragment: ln bbox=[3, 1104, 13, 1117]
article-text: Beroepen te Nijkerk ds. J. Fraanje te Nijkerk. Aangenomen naar Vlissingen H. Aalbers te Rilland-Bath naar Nieuw-Vennep M. M. de Jong te Lent. Bedankt voor Aalburg en Heesbeen G. M. v. Dieren te Hei- en Boeicop voor den Bommel S. H. Jonker te Molenaarsgraaf — voor Rijssen (vac. G. Spelt) H. G. Abma te IJsselstein — voor Streefkerk (toez.) J. J. van Zorge te Nederhorst den Berg. Beroepen te Bunschoten-Spakenburg Ds. A. J. Haring te Lage Vuursche. (Verbeterd bericht). Beroepen te Zaandam T. Dorresteijn te Opheusden. bbox=[681, 1043, 945, 1151]
article-text: Drietal te Vlaardingen (vac. Lans) ds. H. Harkema Wijk bij Heusden. ds. J. J. van der Kritt Rensswoude. ds. v. d. Oudsten Aspegen. Beroepen te Katwijk aan Zee (5e predpl.) ds. J. J. van der Kritt te Renswoude Elburg, ds. A. Vroegindeweij te Loon op Zand. Bedankt voor Rijssen ds. H. G. Abma te IJsselstein: Aalburg en Heesbeen ds. G. M. van Dieren te Hel en Boetcop; voor Nijkerk (3e pr.pl.) ds. H. Harkema te Wijk bij Heusden; Den Bommel ds. H. Jonker te Molenaarsgraaf. bbox=[681, 924, 945, 1020]
margin-fragment: lat bbox=[3, 1311, 16, 1324]
article-text: Dinsdag 19 Febr. kwam de kiesvereeniging „De Heere is onze hulpe" in ledenvergadering bijeen. De voorz. D. Vlasblom opende de vergadering door te laten zingen Ps. 106 : 4 waarna hij voorgaat in gebed. Leest daarna Amos 6 en spreekt naar aanleiding daarvan een hartelijk openingswoord. Door Jac. Herwijnen werd verslag uitgebracht van de gehouden Prov. vergadering, en werden afgevaardigd voor de Staten kringvergadering N. Kruithof en C. Provily, voor de algemeene vergadering D. Vlasboom en N. Kruithof. Tenslotte werd nog besproken de a.s. verkiezingen, mede met het oog hierop zal half Maart weer vergaderd worden. De tweede voorzitter R. Prooily eindigd met gebed na voorat te doen zingen Ps. 119 : 2. Er gaf zich nog 1 bezoeker als lid op zoodat thans de kiesvereeniging 36 leden telt. bbox=[114, 840, 383, 1029]
margin-fragment: er bbox=[3, 751, 13, 764]
margin-fragment: er- bbox=[3, 834, 17, 847]
service-list: DELFT: 7.30 ds. v. Dijk. bbox=[1247, 901, 1347, 911]
section-heading: LEIDEN bbox=[507, 511, 556, 525]
margin-fragment: 36 bbox=[3, 460, 16, 473]
church-heading: Overige Samenkomsten bbox=[1008, 1285, 1184, 1302]
aviso-academy: ACADEMIE VOOR INDIVIDUEEL SCHR. ONDERWIJS bbox=[972, 322, 1457, 343]
margin-fragment: de bbox=[3, 875, 16, 888]
margin-fragment: en bbox=[3, 917, 16, 930]
church-heading: CHR. GER. KERK bbox=[1017, 1199, 1175, 1218]
aviso-line: Engels, Frans, Duits, Ned. en Corresp., middenst. bbox=[972, 280, 1457, 301]
service-list: HEKENDORP: 10, 3, 7 ds. Bel, biddag; NIJKERK: 7 uur ds. Fraanje. GOUDSWAARD 10, 3, 7 Ds. Ligtenberg biddag; UTRECHT 7 Ds. Verhage. bbox=[962, 1125, 1230, 1160]
margin-fragment: nd bbox=[3, 1187, 16, 1200]
section-heading: WOUDENBERG bbox=[766, 778, 859, 792]
margin-fragment: ten bbox=[3, 1228, 19, 1241]
margin-fragment: n- bbox=[3, 689, 14, 702]
ronace-addr: CL. DE VRIES LAAN 143 bbox=[1324, 972, 1448, 984]
article-text: Bedankt voor Franeker J. Tijmes te Nunspeet. bbox=[962, 436, 1144, 446]
article-text: Alhier werd een kiesvereeniging met 28 leden opgericht. In de eerste vergadering, welke op gebruikelijke wijze geopend werd, herdacht de voorzitter de wondere goedheid Gods ons land in de bevrijding bewezen. Hij bepaalde de vergadering er bij, hoe de vaderen goed en bloed voor het Gereformeerde beginsel opgeofferd hadden en hoopte dat die geest der vaderen in den lande mocht herleven Vaderland en Vorstenhuis ten goede. Hij eindigde zijn toespraak met den wensch uit te spreken, dat de Heere Zijn onmisbaren zegen op ons zoo geliefd Vaderland moge laten rusten. bbox=[681, 410, 945, 558]
coupon-adres: adres bbox=[1010, 406, 1036, 418]
section-heading: NUNSPEET bbox=[497, 1107, 566, 1121]
house-adres: Adres bbox=[1295, 739, 1317, 748]
begr-text: is BOSHART aan den Plantageweg 74, Tel. 23755 Geen overdreven uiterlijk vertoon — Alle soorten kisten — Groote rouwbrieven. — Nette uitvoering — Lage prijzen. bbox=[1247, 1086, 1524, 1121]
margin-fragment: ne bbox=[3, 1000, 16, 1013]
subheading: NED. HERV. KERK bbox=[681, 909, 778, 920]
day-heading: Woensdag 6 Maart bbox=[1057, 722, 1135, 733]
margin-fragment: op bbox=[3, 1353, 16, 1366]
service-list: NIJKERK: 7 ds. A. G. Haring; APELDOORN Luth. Kerk Parkweg 2 7 dhr. Middelkoop; DORDRECHT „Calvijn" 7.30 dhr. Matla. WOERDEN Lutherische Kerk Schoolstraat n.m. 7 uur ds Jac. de Vries van Lopik. bbox=[962, 735, 1230, 782]
margin-fragment: P- bbox=[3, 419, 15, 432]
margin-fragment: ar bbox=[3, 439, 13, 452]
signature: De secr. van 't Prov. Bestuur bbox=[821, 727, 945, 740]
day-heading: Woensdag 6 Maart bbox=[1057, 1047, 1135, 1057]
coupon-gratis: Gratis proefles leervak: bbox=[1058, 379, 1166, 391]
